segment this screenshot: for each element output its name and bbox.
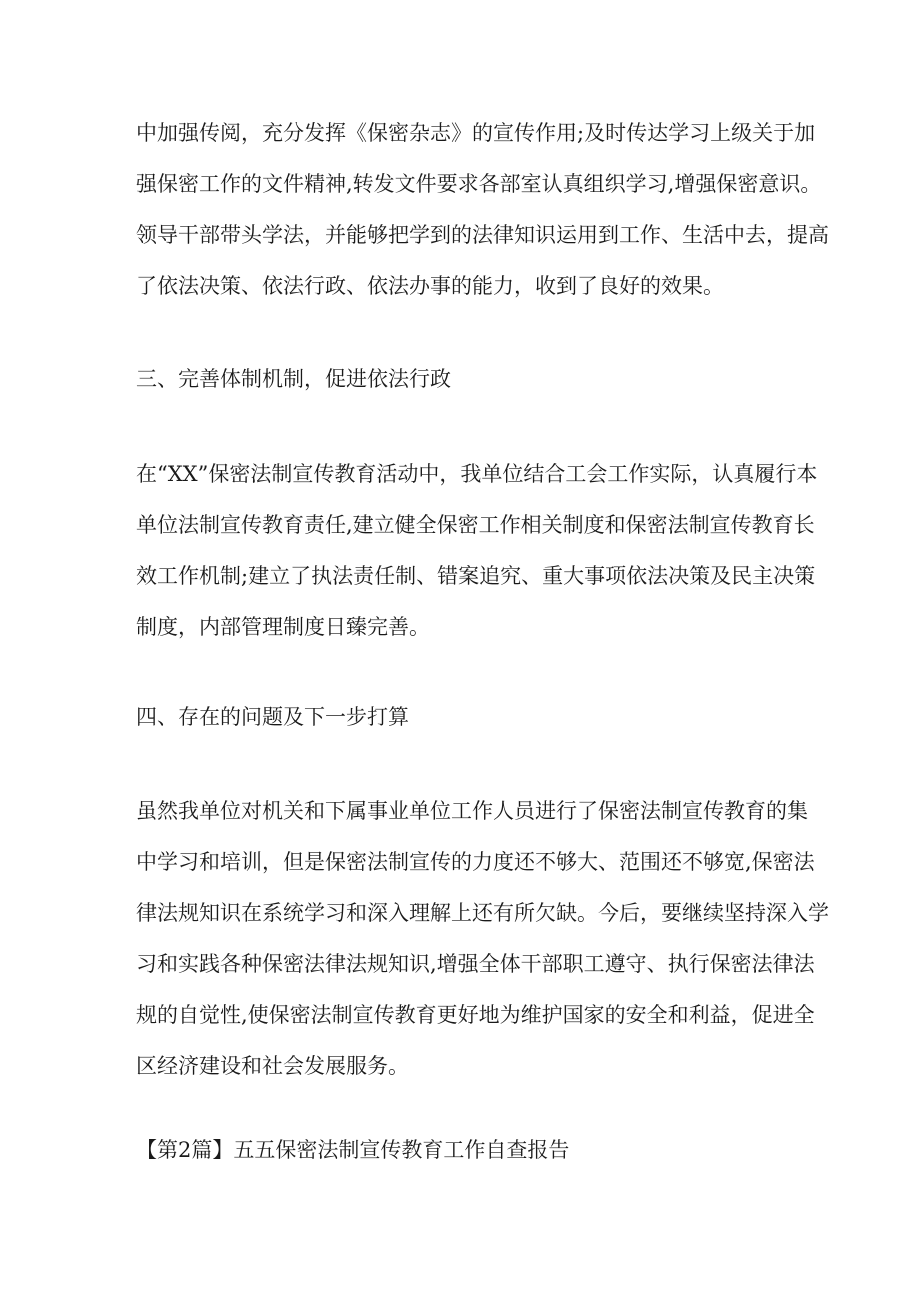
section-heading-4 (136, 692, 796, 743)
text-line: 虽然我单位对机关和下属事业单位工作人员进行了保密法制宣传教育的集 (136, 799, 808, 823)
paragraph-propaganda-study (136, 108, 829, 312)
heading-text: 四、存在的问题及下一步打算 (136, 705, 409, 729)
text-line: 领导干部带头学法，并能够把学到的法律知识运用到工作、生活中去，提高 (136, 223, 829, 247)
heading-text: 三、完善体制机制，促进依法行政 (136, 367, 451, 391)
text-line: 区经济建设和社会发展服务。 (136, 1054, 409, 1078)
text-line: 单位法制宣传教育责任,建立健全保密工作相关制度和保密法制宣传教育长 (136, 513, 815, 537)
text-line: 规的自觉性,使保密法制宣传教育更好地为维护国家的安全和利益，促进全 (136, 1003, 815, 1027)
text-line: 效工作机制;建立了执法责任制、错案追究、重大事项依法决策及民主决策 (136, 564, 816, 588)
section-heading-3 (136, 354, 796, 405)
text-line: 中学习和培训，但是保密法制宣传的力度还不够大、范围还不够宽,保密法 (136, 850, 815, 874)
text-line: 制度，内部管理制度日臻完善。 (136, 615, 430, 639)
title-text: 【第2篇】五五保密法制宣传教育工作自查报告 (136, 1138, 570, 1162)
section-title-part-2 (136, 1125, 796, 1176)
text-line: 了依法决策、依法行政、依法办事的能力，收到了良好的效果。 (136, 274, 724, 298)
text-line: 强保密工作的文件精神,转发文件要求各部室认真组织学习,增强保密意识。 (136, 172, 822, 196)
text-line: 律法规知识在系统学习和深入理解上还有所欠缺。今后，要继续坚持深入学 (136, 901, 829, 925)
text-line: 在“XX”保密法制宣传教育活动中，我单位结合工会工作实际，认真履行本 (136, 462, 818, 486)
text-line: 中加强传阅，充分发挥《保密杂志》的宣传作用;及时传达学习上级关于加 (136, 121, 816, 145)
paragraph-mechanism (136, 449, 818, 653)
paragraph-problems-plans (136, 786, 829, 1092)
text-line: 习和实践各种保密法律法规知识,增强全体干部职工遵守、执行保密法律法 (136, 952, 815, 976)
